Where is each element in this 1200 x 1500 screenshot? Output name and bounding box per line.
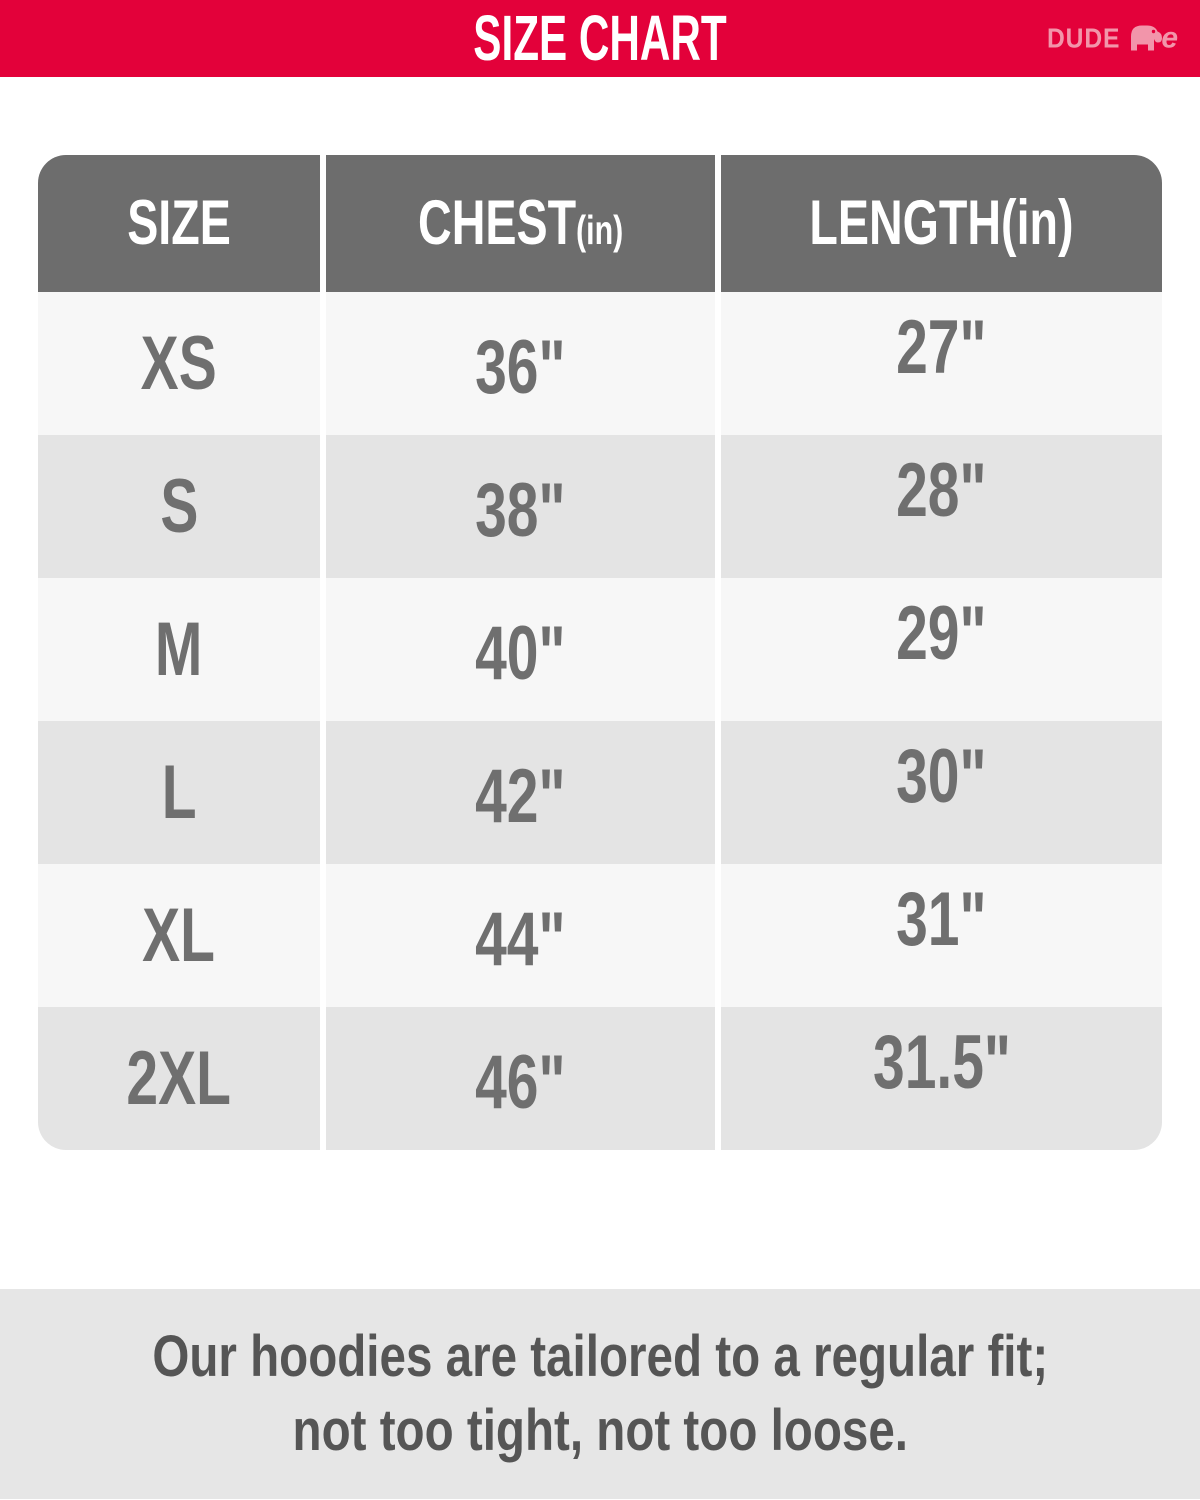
length-cell [721, 1007, 1162, 1150]
length-value: 27" [896, 304, 987, 390]
size-cell [38, 721, 320, 864]
length-value: 31.5" [872, 1019, 1011, 1105]
chest-cell [326, 1007, 715, 1150]
table-row [38, 1007, 1162, 1150]
column-header-length-label: LENGTH [809, 188, 1002, 258]
size-cell [38, 435, 320, 578]
size-value: 2XL [126, 1035, 232, 1121]
column-header-length [721, 155, 1162, 292]
fit-note [0, 1289, 1200, 1499]
page-title: SIZE CHART [473, 1, 727, 74]
chest-cell [326, 864, 715, 1007]
length-cell [721, 864, 1162, 1007]
chest-value: 46" [475, 1039, 566, 1125]
size-cell [38, 864, 320, 1007]
table-row [38, 292, 1162, 435]
table-row [38, 864, 1162, 1007]
table-header-row [38, 155, 1162, 292]
length-value: 29" [896, 590, 987, 676]
column-header-length-unit: (in) [1001, 188, 1074, 258]
length-cell [721, 292, 1162, 435]
chest-cell [326, 721, 715, 864]
size-value: L [161, 749, 197, 835]
length-value: 31" [896, 876, 987, 962]
chest-cell [326, 292, 715, 435]
chest-value: 36" [475, 324, 566, 410]
size-cell [38, 578, 320, 721]
length-cell [721, 578, 1162, 721]
brand-logo [1042, 22, 1178, 55]
column-header-chest [326, 155, 715, 292]
column-header-chest-label: CHEST [417, 188, 576, 258]
chest-value: 44" [475, 896, 566, 982]
size-value: S [159, 463, 199, 549]
chest-cell [326, 578, 715, 721]
length-value: 28" [896, 447, 987, 533]
brand-logo-text: DUDE [1046, 22, 1121, 54]
fit-note-line-1: Our hoodies are tailored to a regular fit; [152, 1324, 1048, 1389]
table-row [38, 721, 1162, 864]
elephant-icon [1126, 22, 1163, 55]
header-banner [0, 0, 1200, 77]
length-cell [721, 435, 1162, 578]
fit-note-line-2: not too tight, not too loose. [292, 1398, 908, 1463]
size-cell [38, 1007, 320, 1150]
size-cell [38, 292, 320, 435]
chest-value: 42" [475, 753, 566, 839]
column-header-size-label: SIZE [127, 188, 231, 258]
chest-value: 40" [475, 610, 566, 696]
size-value: XS [140, 320, 218, 406]
chest-cell [326, 435, 715, 578]
length-cell [721, 721, 1162, 864]
table-row [38, 578, 1162, 721]
size-value: M [155, 606, 203, 692]
table-row [38, 435, 1162, 578]
brand-logo-suffix: e [1161, 21, 1178, 55]
size-chart-table [38, 155, 1162, 1150]
chest-value: 38" [475, 467, 566, 553]
length-value: 30" [896, 733, 987, 819]
size-value: XL [142, 892, 216, 978]
column-header-chest-unit: (in) [575, 207, 624, 253]
column-header-size [38, 155, 320, 292]
